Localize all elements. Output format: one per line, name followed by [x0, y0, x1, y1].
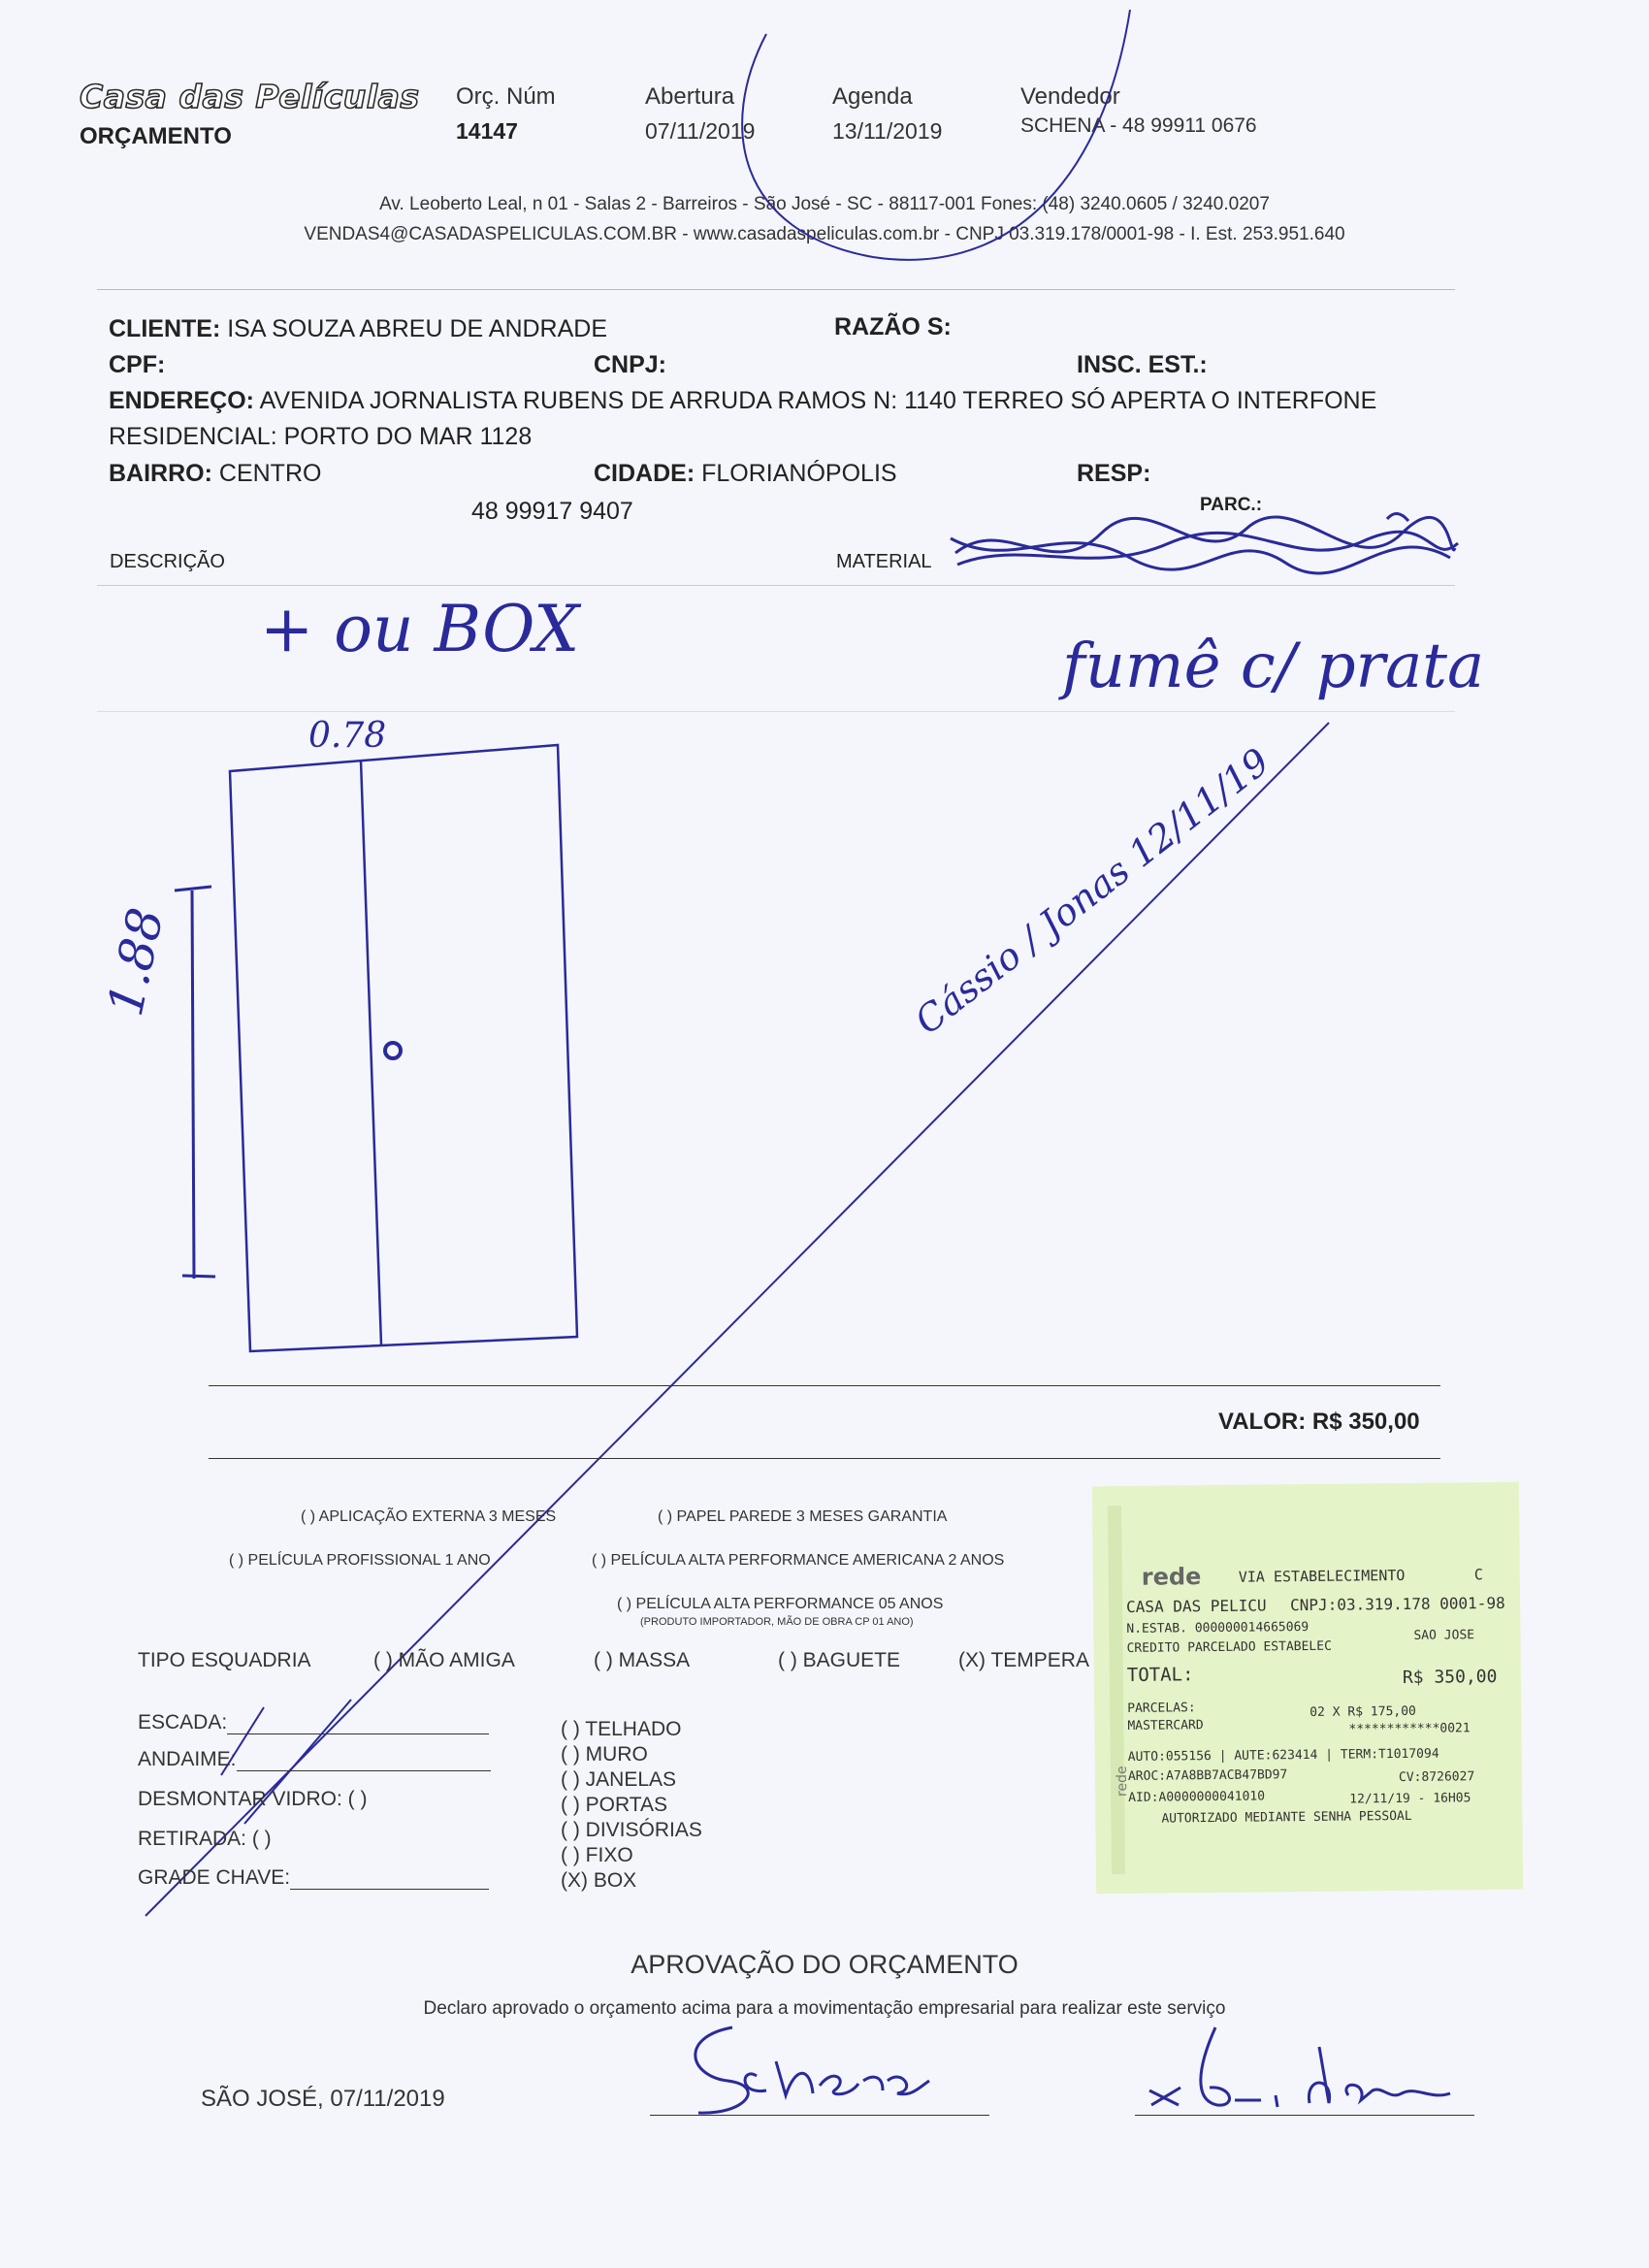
handwritten-material-note: fumê c/ prata	[1062, 631, 1485, 702]
approval-place-date: SÃO JOSÉ, 07/11/2019	[201, 2086, 445, 2112]
resp-label: RESP:	[1077, 460, 1151, 487]
cidade-row: CIDADE: FLORIANÓPOLIS	[594, 460, 897, 487]
desmontar-vidro-row: DESMONTAR VIDRO: ( )	[138, 1788, 368, 1810]
receipt-card: MASTERCARD	[1127, 1718, 1204, 1733]
esquadria-mao-amiga: ( ) MÃO AMIGA	[373, 1649, 515, 1671]
receipt-brand: rede	[1141, 1563, 1202, 1591]
receipt-type: CREDITO PARCELADO ESTABELEC	[1126, 1638, 1332, 1656]
local-janelas: ( ) JANELAS	[561, 1768, 677, 1791]
receipt-cnpj: CNPJ:03.319.178 0001-98	[1290, 1593, 1505, 1615]
handwritten-signature-date: Cássio / Jonas 12/11/19	[907, 739, 1277, 1043]
receipt-total-label: TOTAL:	[1126, 1664, 1194, 1686]
esquadria-temperado: (X) TEMPERA	[958, 1649, 1089, 1671]
handwritten-height: 1.88	[97, 903, 175, 1021]
handwritten-box-note: + ou BOX	[260, 592, 580, 666]
vendedor-value: SCHENA - 48 99911 0676	[1020, 114, 1257, 137]
receipt-side-print	[1096, 1506, 1139, 1874]
abertura-value: 07/11/2019	[645, 118, 756, 144]
receipt-city: SAO JOSE	[1413, 1628, 1475, 1643]
cpf-label: CPF:	[109, 351, 166, 378]
receipt-total-value: R$ 350,00	[1402, 1666, 1498, 1688]
parc-label: PARC.:	[1200, 495, 1263, 515]
receipt-parcelas-label: PARCELAS:	[1127, 1701, 1196, 1716]
cnpj-label: CNPJ:	[594, 351, 667, 378]
orc-number-value: 14147	[456, 118, 518, 144]
svg-text:rede: rede	[1114, 1766, 1131, 1798]
option-pelicula-05-anos: ( ) PELÍCULA ALTA PERFORMANCE 05 ANOS	[617, 1596, 944, 1612]
receipt-authorization: AUTORIZADO MEDIANTE SENHA PESSOAL	[1161, 1808, 1412, 1827]
razao-label: RAZÃO S:	[834, 313, 952, 340]
descricao-label: DESCRIÇÃO	[110, 551, 225, 572]
receipt-via-letter: C	[1473, 1566, 1483, 1584]
approval-statement: Declaro aprovado o orçamento acima para a movimentação empresarial para realizar este serviço	[423, 1998, 1226, 2019]
vendedor-label: Vendedor	[1020, 83, 1120, 110]
option-pelicula-americana: ( ) PELÍCULA ALTA PERFORMANCE AMERICANA 2 ANOS	[592, 1552, 1005, 1569]
tipo-esquadria-label: TIPO ESQUADRIA	[138, 1649, 311, 1671]
company-address: Av. Leoberto Leal, n 01 - Salas 2 - Barreiros - São José - SC - 88117-001 Fones: (48) 3240.0605 / 3240.0207	[379, 194, 1270, 214]
client-signature	[1140, 2008, 1470, 2124]
document-type: ORÇAMENTO	[80, 123, 232, 149]
local-fixo: ( ) FIXO	[561, 1844, 633, 1866]
local-muro: ( ) MURO	[561, 1743, 648, 1766]
local-box: (X) BOX	[561, 1869, 637, 1892]
option-aplicacao-externa: ( ) APLICAÇÃO EXTERNA 3 MESES	[301, 1508, 557, 1525]
grade-chave-row: GRADE CHAVE:	[138, 1866, 489, 1890]
receipt-cv: CV:8726027	[1398, 1769, 1475, 1786]
material-label: MATERIAL	[836, 551, 932, 572]
receipt-parcelas-value: 02 X R$ 175,00	[1310, 1703, 1416, 1720]
option-pelicula-05-anos-note: (PRODUTO IMPORTADOR, MÃO DE OBRA CP 01 ANO)	[640, 1616, 914, 1628]
orc-number-label: Orç. Núm	[456, 83, 556, 110]
cliente-row: CLIENTE: ISA SOUZA ABREU DE ANDRADE	[109, 315, 608, 342]
height-marker	[175, 887, 215, 1279]
card-receipt	[1092, 1482, 1523, 1895]
agenda-value: 13/11/2019	[832, 118, 943, 144]
agenda-label: Agenda	[832, 83, 913, 110]
receipt-estab: N.ESTAB. 000000014665069	[1126, 1619, 1310, 1636]
local-divisorias: ( ) DIVISÓRIAS	[561, 1819, 702, 1841]
receipt-aid: AID:A0000000041010	[1128, 1789, 1266, 1805]
receipt-auto: AUTO:055156 | AUTE:623414 | TERM:T1017094	[1127, 1746, 1439, 1765]
valor-row: VALOR: R$ 350,00	[1218, 1409, 1420, 1435]
seller-signature	[640, 2008, 931, 2124]
valor-line-bottom	[209, 1458, 1440, 1459]
header-divider	[97, 289, 1455, 290]
approval-title: APROVAÇÃO DO ORÇAMENTO	[630, 1950, 1018, 1979]
endereco-row: ENDEREÇO: AVENIDA JORNALISTA RUBENS DE ARRUDA RAMOS N: 1140 TERREO SÓ APERTA O INTERFONE	[109, 387, 1377, 414]
valor-line-top	[209, 1385, 1440, 1386]
local-portas: ( ) PORTAS	[561, 1794, 668, 1816]
local-telhado: ( ) TELHADO	[561, 1718, 682, 1740]
retirada-row: RETIRADA: ( )	[138, 1828, 272, 1850]
esquadria-baguete: ( ) BAGUETE	[778, 1649, 901, 1671]
company-logo: Casa das Películas	[80, 78, 420, 115]
abertura-label: Abertura	[645, 83, 735, 110]
client-phone: 48 99917 9407	[471, 498, 633, 525]
insc-est-label: INSC. EST.:	[1077, 351, 1208, 378]
receipt-card-mask: ************0021	[1348, 1721, 1471, 1737]
receipt-aroc: AROC:A7A8BB7ACB47BD97	[1127, 1767, 1288, 1784]
endereco-line2: RESIDENCIAL: PORTO DO MAR 1128	[109, 423, 533, 450]
receipt-merchant: CASA DAS PELICU	[1126, 1596, 1267, 1616]
drawing-divider	[97, 711, 1455, 712]
andaime-row: ANDAIME:	[138, 1748, 491, 1771]
receipt-via: VIA ESTABELECIMENTO	[1238, 1566, 1406, 1586]
company-contact: VENDAS4@CASADASPELICULAS.COM.BR - www.casadaspeliculas.com.br - CNPJ 03.319.178/0001-98 - I. Est. 253.951.640	[304, 224, 1345, 244]
handwritten-width: 0.78	[308, 716, 387, 756]
door-sketch	[230, 745, 577, 1351]
bairro-row: BAIRRO: CENTRO	[109, 460, 322, 487]
receipt-datetime: 12/11/19 - 16H05	[1349, 1791, 1471, 1807]
escada-row: ESCADA:	[138, 1711, 489, 1734]
option-papel-parede: ( ) PAPEL PAREDE 3 MESES GARANTIA	[658, 1508, 948, 1525]
esquadria-massa: ( ) MASSA	[594, 1649, 691, 1671]
scribbled-out-material	[946, 504, 1470, 592]
option-pelicula-profissional: ( ) PELÍCULA PROFISSIONAL 1 ANO	[229, 1552, 491, 1569]
